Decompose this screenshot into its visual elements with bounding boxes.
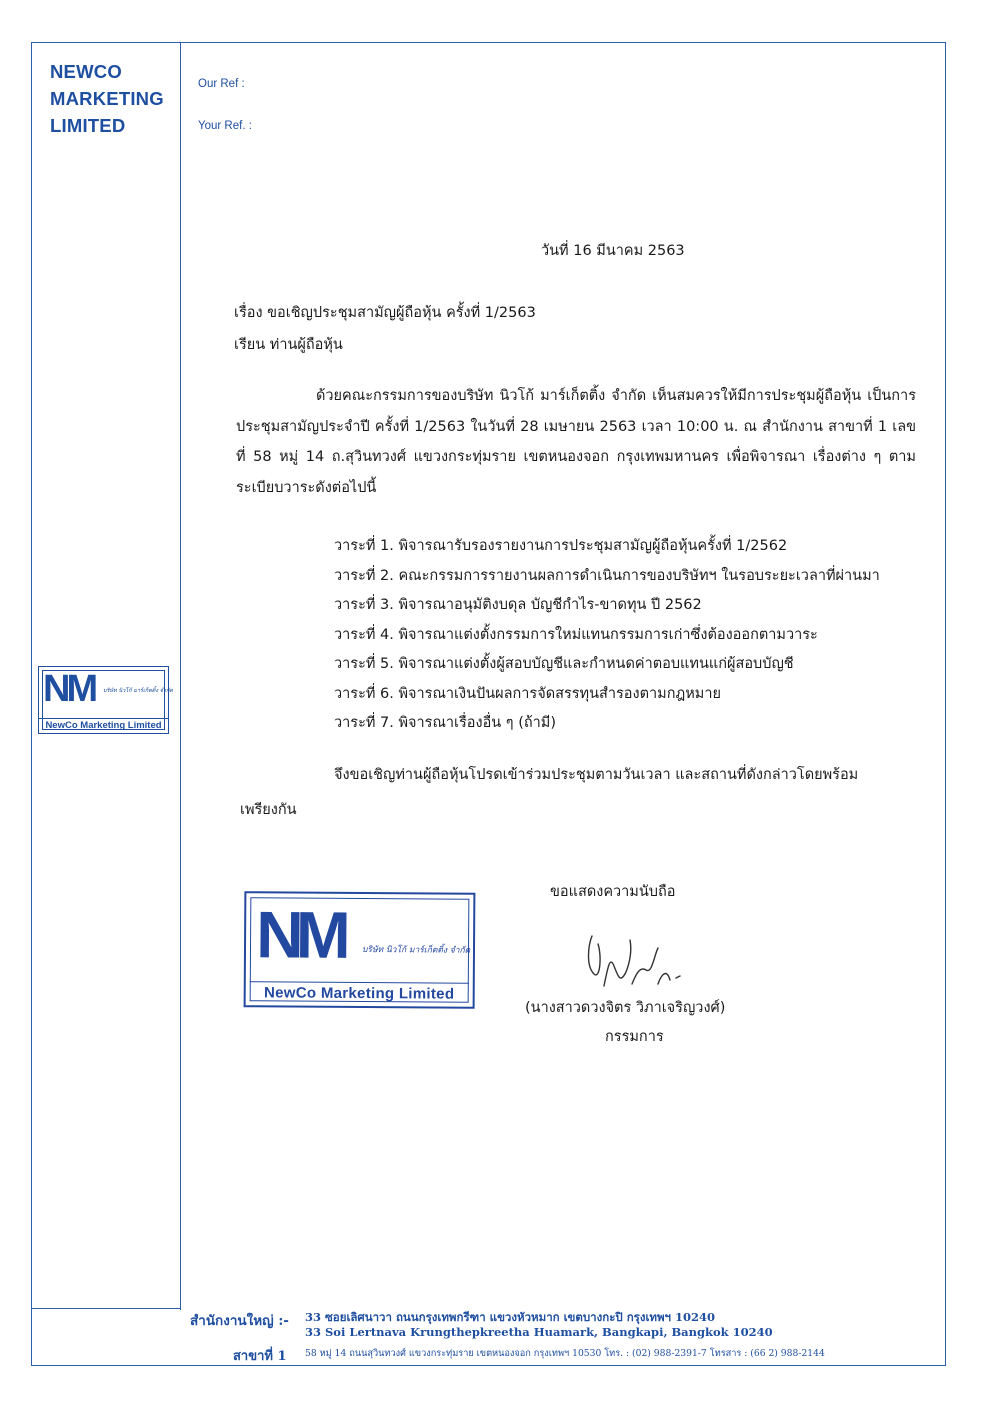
agenda-item-3: วาระที่ 3. พิจารณาอนุมัติงบดุล บัญชีกำไร-ขาดทุน ปี 2562 xyxy=(334,597,702,613)
company-name xyxy=(50,58,164,139)
side-logo-english-name: NewCo Marketing Limited xyxy=(39,718,168,731)
company-name-line-2: MARKETING xyxy=(50,88,164,109)
letter-date: วันที่ 16 มีนาคม 2563 xyxy=(541,243,685,259)
signer-name: (นางสาวดวงจิตร วิภาเจริญวงศ์) xyxy=(525,1000,726,1016)
stamp-english-name: NewCo Marketing Limited xyxy=(250,981,469,1003)
letter-body-text: ด้วยคณะกรรมการของบริษัท นิวโก้ มาร์เก็ตติ้ง จำกัด เห็นสมควรให้มีการประชุมผู้ถือหุ้น เป็นการประชุมสามัญประจำปี ครั้งที่ 1/2563 ในวันที่ 28 เมษายน 2563 เวลา 10:00 น. ณ สำนักงาน สาขาที่ 1 เลขที่ 58 หมู่ 14 ถ.สุวินทวงศ์ แขวงกระทุ่มราย เขตหนองจอก กรุงเทพมหานคร เพื่อพิจารณา เรื่องต่าง ๆ ตามระเบียบวาระดังต่อไปนี้ xyxy=(236,388,916,496)
agenda-item-1: วาระที่ 1. พิจารณารับรองรายงานการประชุมสามัญผู้ถือหุ้นครั้งที่ 1/2562 xyxy=(334,538,788,554)
letter-subject: เรื่อง ขอเชิญประชุมสามัญผู้ถือหุ้น ครั้งที่ 1/2563 xyxy=(234,305,536,321)
company-name-line-3: LIMITED xyxy=(50,115,126,136)
company-name-line-1: NEWCO xyxy=(50,61,122,82)
footer-head-office-label: สำนักงานใหญ่ :- xyxy=(190,1313,289,1329)
letter-salutation: เรียน ท่านผู้ถือหุ้น xyxy=(234,337,343,353)
agenda-item-7: วาระที่ 7. พิจารณาเรื่องอื่น ๆ (ถ้ามี) xyxy=(334,715,557,731)
closing-line-2: เพรียงกัน xyxy=(240,802,297,818)
letterhead-divider-vertical xyxy=(180,42,181,1310)
regards-text: ขอแสดงความนับถือ xyxy=(550,884,676,900)
footer-head-office-english: 33 Soi Lertnava Krungthepkreetha Huamark, Bangkapi, Bangkok 10240 xyxy=(305,1325,773,1339)
stamp-monogram: NM xyxy=(255,897,344,972)
agenda-item-4: วาระที่ 4. พิจารณาแต่งตั้งกรรมการใหม่แทนกรรมการเก่าซึ่งต้องออกตามวาระ xyxy=(334,626,818,643)
our-ref-label: Our Ref : xyxy=(198,78,245,90)
agenda-item-2: วาระที่ 2. คณะกรรมการรายงานผลการดำเนินการของบริษัทฯ ในรอบระยะเวลาที่ผ่านมา xyxy=(334,567,880,584)
handwritten-signature xyxy=(580,926,690,996)
agenda-item-6: วาระที่ 6. พิจารณาเงินปันผลการจัดสรรทุนสำรองตามกฎหมาย xyxy=(334,685,721,702)
side-company-logo xyxy=(38,666,173,734)
agenda-item-5: วาระที่ 5. พิจารณาแต่งตั้งผู้สอบบัญชีและกำหนดค่าตอบแทนแก่ผู้สอบบัญชี xyxy=(334,656,794,672)
footer-head-office-thai: 33 ซอยเลิศนาวา ถนนกรุงเทพกรีฑา แขวงหัวหมาก เขตบางกะปิ กรุงเทพฯ 10240 xyxy=(305,1310,716,1324)
footer-branch-label: สาขาที่ 1 xyxy=(233,1349,287,1364)
footer-branch-address: 58 หมู่ 14 ถนนสุวินทวงศ์ แขวงกระทุ่มราย เขตหนองจอก กรุงเทพฯ 10530 โทร. : (02) 988-2391-7 โทรสาร : (66 2) 988-2144 xyxy=(305,1348,825,1359)
stamp-thai-name: บริษัท นิวโก้ มาร์เก็ตติ้ง จำกัด xyxy=(361,945,471,956)
signer-title: กรรมการ xyxy=(605,1029,664,1045)
letter-body-paragraph xyxy=(236,381,916,503)
your-ref-label: Your Ref. : xyxy=(198,120,252,132)
agenda-list xyxy=(334,532,880,739)
side-logo-thai-name: บริษัท นิวโก้ มาร์เก็ตติ้ง จำกัด xyxy=(103,688,173,694)
side-logo-monogram: NM xyxy=(43,668,95,710)
closing-line-1: จึงขอเชิญท่านผู้ถือหุ้นโปรดเข้าร่วมประชุมตามวันเวลา และสถานที่ดังกล่าวโดยพร้อม xyxy=(334,767,859,783)
company-stamp xyxy=(244,891,476,1009)
letterhead-divider-horizontal xyxy=(31,1308,181,1309)
